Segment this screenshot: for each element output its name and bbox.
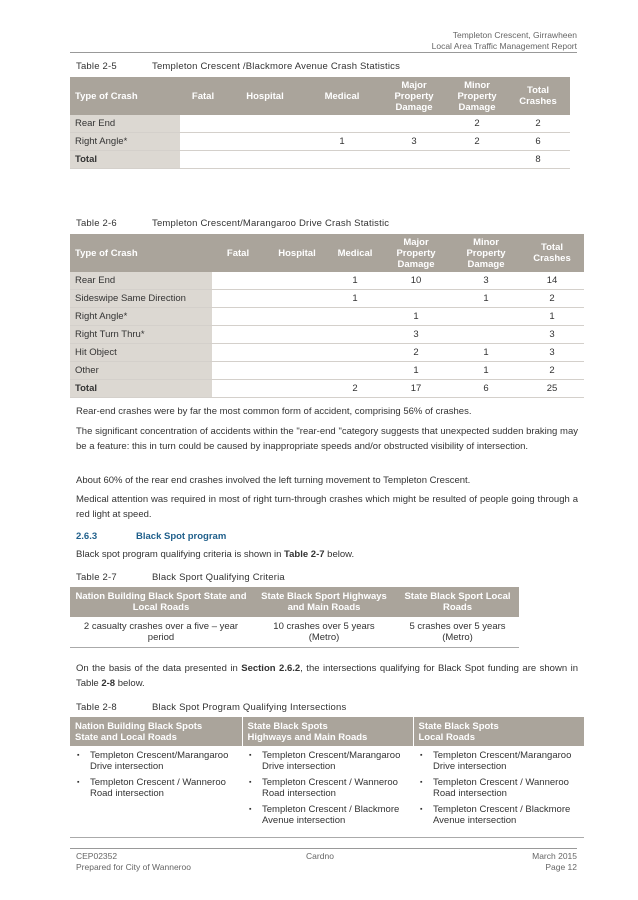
table-header: Minor Property Damage [452, 234, 520, 272]
table-header: Hospital [226, 77, 304, 115]
table-header: State Black Sport Highways and Main Roads [252, 587, 396, 617]
paragraph-rear-end: Rear-end crashes were by far the most common form of accident, comprising 56% of crashes. [76, 406, 472, 417]
table-row: Rear End 2 2 [70, 115, 570, 133]
section-reference-link: Section 2.6.2 [241, 663, 301, 674]
table-header: Minor Property Damage [448, 77, 506, 115]
header-divider [70, 52, 577, 53]
footer-divider [70, 848, 577, 849]
table-2-7 [70, 587, 519, 648]
table-2-5 [70, 77, 570, 169]
list-item: ▪ Templeton Crescent / Blackmore Avenue intersection [262, 804, 409, 826]
footer-right [532, 851, 577, 873]
table-header: Nation Building Black Sport State and Local Roads [70, 587, 252, 617]
list-item: ▪ Templeton Crescent / Wanneroo Road intersection [262, 777, 409, 799]
table-row: Rear End 1 10 3 14 [70, 272, 584, 290]
table-2-8-caption: Table 2-8 Black Spot Program Qualifying Intersections [76, 702, 347, 713]
paragraph-basis: On the basis of the data presented in Section 2.6.2, the intersections qualifying for Black Spot funding are shown in Table 2-8 below. [76, 663, 578, 689]
section-heading: 2.6.3 Black Spot program [76, 531, 227, 542]
table-header: Major Property Damage [380, 77, 448, 115]
table-2-6-caption: Table 2-6 Templeton Crescent/Marangaroo Drive Crash Statistic [76, 218, 390, 229]
table-header: Type of Crash [70, 234, 212, 272]
table-header: Total Crashes [520, 234, 584, 272]
list-item: ▪ Templeton Crescent / Wanneroo Road intersection [433, 777, 580, 799]
table-header: Fatal [212, 234, 264, 272]
footer-company: Cardno [306, 851, 334, 861]
table-reference-link: 2-8 [101, 677, 116, 689]
table-row: Sideswipe Same Direction 1 1 2 [70, 290, 584, 308]
prepared-for: Prepared for City of Wanneroo [76, 862, 191, 872]
list-item: ▪ Templeton Crescent/Marangaroo Drive intersection [90, 750, 238, 772]
table-row: 2 casualty crashes over a five – year period 10 crashes over 5 years (Metro) 5 crashes over 5 years (Metro) [70, 617, 519, 648]
table-header: Total Crashes [506, 77, 570, 115]
list-cell [413, 746, 584, 838]
table-header: Fatal [180, 77, 226, 115]
table-header: Nation Building Black Spots State and Local Roads [70, 717, 242, 746]
list-item: ▪ Templeton Crescent/Marangaroo Drive intersection [433, 750, 580, 772]
footer-left [76, 851, 191, 873]
table-header: Medical [330, 234, 380, 272]
table-header: Medical [304, 77, 380, 115]
list-item: ▪ Templeton Crescent / Wanneroo Road intersection [90, 777, 238, 799]
table-row: Right Turn Thru* 3 3 [70, 326, 584, 344]
paragraph-concentration: The significant concentration of accidents within the "rear-end "category suggests that unexpected sudden braking may be a feature: this in turn could be caused by inappropriate speeds and/or obstructed visibility of intersection. [76, 426, 578, 452]
table-total-row: Total 8 [70, 151, 570, 169]
table-header: State Black Spots Local Roads [413, 717, 584, 746]
table-reference-link: Table 2-7 [284, 549, 325, 560]
table-row: Other 1 1 2 [70, 362, 584, 380]
table-2-6 [70, 234, 584, 398]
table-total-row: Total 2 17 6 25 [70, 380, 584, 398]
table-header: State Black Spots Highways and Main Roads [242, 717, 413, 746]
list-cell [242, 746, 413, 838]
table-header: Major Property Damage [380, 234, 452, 272]
footer-date: March 2015 [532, 851, 577, 861]
header-line-1: Templeton Crescent, Girrawheen [452, 30, 577, 40]
paragraph-criteria: Black spot program qualifying criteria is shown in Table 2-7 below. [76, 549, 355, 560]
table-row: Hit Object 2 1 3 [70, 344, 584, 362]
page-header [432, 30, 577, 52]
table-row: Right Angle* 1 1 [70, 308, 584, 326]
table-2-7-caption: Table 2-7 Black Sport Qualifying Criteria [76, 572, 285, 583]
paragraph-left-turn: About 60% of the rear end crashes involved the left turning movement to Templeton Crescent. [76, 475, 471, 486]
table-2-5-caption: Table 2-5 Templeton Crescent /Blackmore Avenue Crash Statistics [76, 61, 401, 72]
list-cell [70, 746, 242, 838]
header-line-2: Local Area Traffic Management Report [431, 41, 577, 51]
table-header: Type of Crash [70, 77, 180, 115]
table-2-8 [70, 717, 584, 838]
list-item: ▪ Templeton Crescent / Blackmore Avenue intersection [433, 804, 580, 826]
table-row [70, 746, 584, 838]
table-row: Right Angle* 1 3 2 6 [70, 133, 570, 151]
page-number: Page 12 [545, 862, 577, 872]
table-header: Hospital [264, 234, 330, 272]
document-code: CEP02352 [76, 851, 118, 861]
list-item: ▪ Templeton Crescent/Marangaroo Drive intersection [262, 750, 409, 772]
paragraph-medical: Medical attention was required in most of right turn-through crashes which might be resulted of people going through a red light at speed. [76, 494, 578, 520]
table-header: State Black Sport Local Roads [396, 587, 519, 617]
